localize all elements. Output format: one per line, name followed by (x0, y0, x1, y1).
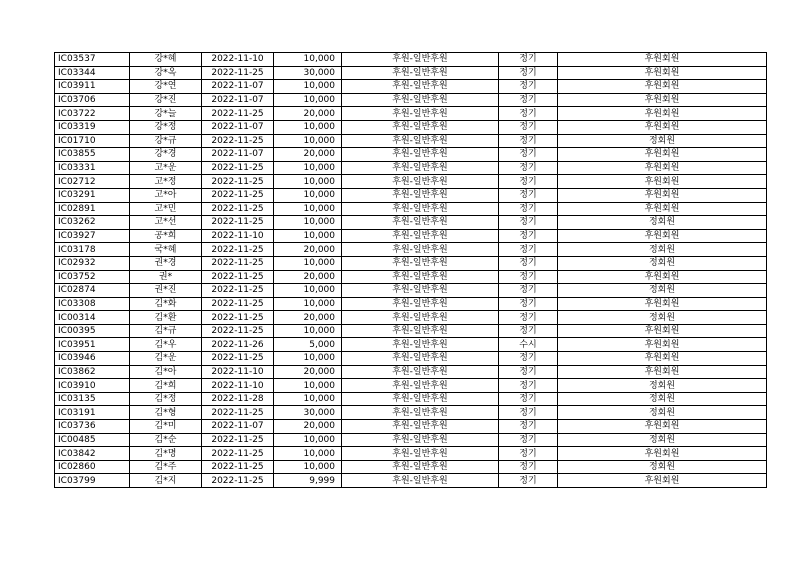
donor-id-cell: IC03706 (55, 93, 130, 107)
donor-id-cell: IC03927 (55, 229, 130, 243)
member-type-cell: 후원회원 (558, 161, 767, 175)
donor-name-cell: 김*정 (130, 392, 202, 406)
member-type-cell: 후원회원 (558, 229, 767, 243)
table-row (55, 338, 767, 352)
table-row (55, 297, 767, 311)
donor-name-cell: 김*형 (130, 406, 202, 420)
donor-id-cell: IC03537 (55, 53, 130, 67)
donation-amount-cell: 10,000 (274, 120, 342, 134)
donor-name-cell: 김*지 (130, 474, 202, 488)
donor-name-cell: 김*명 (130, 447, 202, 461)
donation-amount-cell: 5,000 (274, 338, 342, 352)
donation-type-cell: 후원-일반후원 (342, 474, 499, 488)
donation-type-cell: 후원-일반후원 (342, 406, 499, 420)
donation-date-cell: 2022-11-10 (202, 379, 274, 393)
donor-id-cell: IC03911 (55, 80, 130, 94)
donation-date-cell: 2022-11-07 (202, 148, 274, 162)
member-type-cell: 정회원 (558, 256, 767, 270)
donor-id-cell: IC02712 (55, 175, 130, 189)
table-row (55, 406, 767, 420)
member-type-cell: 후원회원 (558, 365, 767, 379)
donation-date-cell: 2022-11-25 (202, 460, 274, 474)
donation-type-cell: 후원-일반후원 (342, 270, 499, 284)
donor-name-cell: 고*운 (130, 161, 202, 175)
donation-cycle-cell: 정기 (499, 66, 558, 80)
table-row (55, 243, 767, 257)
donation-date-cell: 2022-11-07 (202, 80, 274, 94)
donor-id-cell: IC03910 (55, 379, 130, 393)
donation-date-cell: 2022-11-25 (202, 256, 274, 270)
donation-cycle-cell: 정기 (499, 392, 558, 406)
donation-date-cell: 2022-11-25 (202, 474, 274, 488)
donation-cycle-cell: 정기 (499, 420, 558, 434)
table-row (55, 175, 767, 189)
donor-name-cell: 고*정 (130, 175, 202, 189)
donor-name-cell: 김*운 (130, 352, 202, 366)
donation-type-cell: 후원-일반후원 (342, 392, 499, 406)
donor-id-cell: IC03752 (55, 270, 130, 284)
donation-type-cell: 후원-일반후원 (342, 338, 499, 352)
donor-name-cell: 강*정 (130, 120, 202, 134)
member-type-cell: 정회원 (558, 460, 767, 474)
donor-id-cell: IC03178 (55, 243, 130, 257)
donor-id-cell: IC02874 (55, 284, 130, 298)
donation-type-cell: 후원-일반후원 (342, 365, 499, 379)
table-row (55, 284, 767, 298)
member-type-cell: 정회원 (558, 406, 767, 420)
donation-date-cell: 2022-11-25 (202, 270, 274, 284)
donation-cycle-cell: 정기 (499, 229, 558, 243)
table-row (55, 53, 767, 67)
donor-name-cell: 국*혜 (130, 243, 202, 257)
donation-type-cell: 후원-일반후원 (342, 134, 499, 148)
member-type-cell: 후원회원 (558, 188, 767, 202)
table-row (55, 256, 767, 270)
donation-type-cell: 후원-일반후원 (342, 243, 499, 257)
donation-cycle-cell: 정기 (499, 352, 558, 366)
donation-type-cell: 후원-일반후원 (342, 420, 499, 434)
table-row (55, 229, 767, 243)
member-type-cell: 정회원 (558, 134, 767, 148)
donor-name-cell: 권*진 (130, 284, 202, 298)
donation-cycle-cell: 정기 (499, 433, 558, 447)
donation-type-cell: 후원-일반후원 (342, 80, 499, 94)
donation-cycle-cell: 정기 (499, 243, 558, 257)
donation-amount-cell: 10,000 (274, 175, 342, 189)
table-row (55, 216, 767, 230)
donor-id-cell: IC03862 (55, 365, 130, 379)
donation-amount-cell: 10,000 (274, 161, 342, 175)
donation-date-cell: 2022-11-07 (202, 420, 274, 434)
donation-type-cell: 후원-일반후원 (342, 66, 499, 80)
donor-id-cell: IC03946 (55, 352, 130, 366)
donation-date-cell: 2022-11-25 (202, 134, 274, 148)
donor-name-cell: 김*순 (130, 433, 202, 447)
donation-amount-cell: 10,000 (274, 93, 342, 107)
donation-type-cell: 후원-일반후원 (342, 216, 499, 230)
member-type-cell: 후원회원 (558, 352, 767, 366)
donation-amount-cell: 20,000 (274, 420, 342, 434)
donation-cycle-cell: 정기 (499, 297, 558, 311)
donation-amount-cell: 10,000 (274, 188, 342, 202)
member-type-cell: 정회원 (558, 433, 767, 447)
member-type-cell: 정회원 (558, 284, 767, 298)
donation-date-cell: 2022-11-25 (202, 406, 274, 420)
table-row (55, 379, 767, 393)
donor-id-cell: IC03308 (55, 297, 130, 311)
donor-name-cell: 강*경 (130, 148, 202, 162)
donation-amount-cell: 10,000 (274, 324, 342, 338)
donor-name-cell: 김*아 (130, 365, 202, 379)
table-row (55, 66, 767, 80)
member-type-cell: 후원회원 (558, 324, 767, 338)
member-type-cell: 정회원 (558, 311, 767, 325)
member-type-cell: 후원회원 (558, 202, 767, 216)
donor-name-cell: 김*주 (130, 460, 202, 474)
donation-cycle-cell: 정기 (499, 53, 558, 67)
member-type-cell: 후원회원 (558, 66, 767, 80)
donor-id-cell: IC03331 (55, 161, 130, 175)
donation-cycle-cell: 정기 (499, 460, 558, 474)
donation-amount-cell: 10,000 (274, 379, 342, 393)
member-type-cell: 후원회원 (558, 107, 767, 121)
donation-cycle-cell: 정기 (499, 447, 558, 461)
member-type-cell: 후원회원 (558, 53, 767, 67)
donation-date-cell: 2022-11-07 (202, 93, 274, 107)
table-row (55, 433, 767, 447)
donor-id-cell: IC00314 (55, 311, 130, 325)
donation-date-cell: 2022-11-25 (202, 324, 274, 338)
table-row (55, 311, 767, 325)
donation-type-cell: 후원-일반후원 (342, 352, 499, 366)
donation-amount-cell: 20,000 (274, 270, 342, 284)
donation-date-cell: 2022-11-10 (202, 365, 274, 379)
donation-cycle-cell: 정기 (499, 188, 558, 202)
donation-type-cell: 후원-일반후원 (342, 284, 499, 298)
donor-name-cell: 김*환 (130, 311, 202, 325)
donor-name-cell: 김*규 (130, 324, 202, 338)
donation-amount-cell: 10,000 (274, 80, 342, 94)
donation-amount-cell: 10,000 (274, 297, 342, 311)
donation-type-cell: 후원-일반후원 (342, 256, 499, 270)
donor-name-cell: 강*진 (130, 93, 202, 107)
donor-name-cell: 강*옥 (130, 66, 202, 80)
donor-id-cell: IC02860 (55, 460, 130, 474)
member-type-cell: 후원회원 (558, 338, 767, 352)
table-row (55, 107, 767, 121)
donation-cycle-cell: 정기 (499, 256, 558, 270)
donation-date-cell: 2022-11-25 (202, 107, 274, 121)
donation-type-cell: 후원-일반후원 (342, 93, 499, 107)
donation-type-cell: 후원-일반후원 (342, 229, 499, 243)
donation-cycle-cell: 정기 (499, 134, 558, 148)
donation-type-cell: 후원-일반후원 (342, 107, 499, 121)
donation-type-cell: 후원-일반후원 (342, 379, 499, 393)
donation-date-cell: 2022-11-25 (202, 188, 274, 202)
donation-table (54, 52, 767, 488)
donation-cycle-cell: 정기 (499, 406, 558, 420)
donation-cycle-cell: 정기 (499, 365, 558, 379)
donation-date-cell: 2022-11-25 (202, 243, 274, 257)
table-body (55, 53, 767, 488)
table-row (55, 80, 767, 94)
donor-name-cell: 김*미 (130, 420, 202, 434)
donor-id-cell: IC03842 (55, 447, 130, 461)
donor-id-cell: IC03291 (55, 188, 130, 202)
donation-cycle-cell: 수시 (499, 338, 558, 352)
donation-amount-cell: 10,000 (274, 229, 342, 243)
table-row (55, 420, 767, 434)
donation-type-cell: 후원-일반후원 (342, 202, 499, 216)
donation-cycle-cell: 정기 (499, 120, 558, 134)
donation-type-cell: 후원-일반후원 (342, 311, 499, 325)
donation-date-cell: 2022-11-25 (202, 352, 274, 366)
donation-amount-cell: 10,000 (274, 352, 342, 366)
donation-cycle-cell: 정기 (499, 311, 558, 325)
table-row (55, 474, 767, 488)
donation-date-cell: 2022-11-07 (202, 120, 274, 134)
donation-date-cell: 2022-11-25 (202, 447, 274, 461)
donation-cycle-cell: 정기 (499, 161, 558, 175)
donor-id-cell: IC02932 (55, 256, 130, 270)
donation-type-cell: 후원-일반후원 (342, 460, 499, 474)
donor-name-cell: 고*민 (130, 202, 202, 216)
donation-type-cell: 후원-일반후원 (342, 120, 499, 134)
donation-type-cell: 후원-일반후원 (342, 188, 499, 202)
donor-name-cell: 강*혜 (130, 53, 202, 67)
table-row (55, 120, 767, 134)
donor-id-cell: IC03319 (55, 120, 130, 134)
member-type-cell: 정회원 (558, 392, 767, 406)
donor-id-cell: IC03855 (55, 148, 130, 162)
donation-type-cell: 후원-일반후원 (342, 53, 499, 67)
donation-date-cell: 2022-11-25 (202, 311, 274, 325)
donation-date-cell: 2022-11-25 (202, 284, 274, 298)
member-type-cell: 후원회원 (558, 93, 767, 107)
donor-name-cell: 강*규 (130, 134, 202, 148)
donation-date-cell: 2022-11-10 (202, 229, 274, 243)
donation-cycle-cell: 정기 (499, 270, 558, 284)
donor-id-cell: IC03951 (55, 338, 130, 352)
donor-id-cell: IC03736 (55, 420, 130, 434)
table-row (55, 270, 767, 284)
donor-id-cell: IC00395 (55, 324, 130, 338)
member-type-cell: 정회원 (558, 243, 767, 257)
member-type-cell: 후원회원 (558, 474, 767, 488)
donation-amount-cell: 20,000 (274, 148, 342, 162)
donation-date-cell: 2022-11-25 (202, 66, 274, 80)
table-row (55, 460, 767, 474)
donation-amount-cell: 10,000 (274, 392, 342, 406)
table-row (55, 352, 767, 366)
donation-date-cell: 2022-11-10 (202, 53, 274, 67)
member-type-cell: 후원회원 (558, 120, 767, 134)
donor-name-cell: 권* (130, 270, 202, 284)
donation-amount-cell: 10,000 (274, 447, 342, 461)
donation-cycle-cell: 정기 (499, 175, 558, 189)
donor-id-cell: IC01710 (55, 134, 130, 148)
table-row (55, 161, 767, 175)
donor-id-cell: IC03135 (55, 392, 130, 406)
donation-amount-cell: 10,000 (274, 284, 342, 298)
donation-amount-cell: 10,000 (274, 256, 342, 270)
donation-amount-cell: 10,000 (274, 460, 342, 474)
donor-id-cell: IC00485 (55, 433, 130, 447)
donation-type-cell: 후원-일반후원 (342, 447, 499, 461)
donation-amount-cell: 9,999 (274, 474, 342, 488)
donation-amount-cell: 30,000 (274, 66, 342, 80)
donation-cycle-cell: 정기 (499, 107, 558, 121)
donor-id-cell: IC03799 (55, 474, 130, 488)
donation-amount-cell: 10,000 (274, 134, 342, 148)
donation-amount-cell: 10,000 (274, 433, 342, 447)
donation-date-cell: 2022-11-26 (202, 338, 274, 352)
table-row (55, 447, 767, 461)
donation-amount-cell: 10,000 (274, 53, 342, 67)
table-row (55, 134, 767, 148)
donor-name-cell: 김*화 (130, 297, 202, 311)
donation-date-cell: 2022-11-25 (202, 216, 274, 230)
donor-name-cell: 권*경 (130, 256, 202, 270)
donation-date-cell: 2022-11-25 (202, 202, 274, 216)
donor-name-cell: 공*희 (130, 229, 202, 243)
member-type-cell: 후원회원 (558, 175, 767, 189)
member-type-cell: 후원회원 (558, 148, 767, 162)
table-row (55, 148, 767, 162)
table-row (55, 188, 767, 202)
donation-date-cell: 2022-11-25 (202, 297, 274, 311)
donor-name-cell: 고*선 (130, 216, 202, 230)
table-row (55, 202, 767, 216)
member-type-cell: 후원회원 (558, 80, 767, 94)
donor-name-cell: 강*늘 (130, 107, 202, 121)
donation-type-cell: 후원-일반후원 (342, 161, 499, 175)
member-type-cell: 후원회원 (558, 270, 767, 284)
table-row (55, 365, 767, 379)
donation-amount-cell: 10,000 (274, 216, 342, 230)
donation-amount-cell: 20,000 (274, 365, 342, 379)
table-row (55, 392, 767, 406)
donation-date-cell: 2022-11-28 (202, 392, 274, 406)
donation-type-cell: 후원-일반후원 (342, 324, 499, 338)
donation-cycle-cell: 정기 (499, 216, 558, 230)
donation-cycle-cell: 정기 (499, 202, 558, 216)
donor-name-cell: 고*아 (130, 188, 202, 202)
donation-cycle-cell: 정기 (499, 148, 558, 162)
donation-date-cell: 2022-11-25 (202, 175, 274, 189)
table-row (55, 93, 767, 107)
donation-amount-cell: 20,000 (274, 311, 342, 325)
donor-id-cell: IC02891 (55, 202, 130, 216)
donation-cycle-cell: 정기 (499, 284, 558, 298)
donation-cycle-cell: 정기 (499, 324, 558, 338)
donation-type-cell: 후원-일반후원 (342, 297, 499, 311)
donor-name-cell: 김*우 (130, 338, 202, 352)
donation-cycle-cell: 정기 (499, 93, 558, 107)
donor-name-cell: 김*희 (130, 379, 202, 393)
table-row (55, 324, 767, 338)
donation-type-cell: 후원-일반후원 (342, 433, 499, 447)
donation-amount-cell: 30,000 (274, 406, 342, 420)
donation-amount-cell: 10,000 (274, 202, 342, 216)
donation-type-cell: 후원-일반후원 (342, 175, 499, 189)
donor-id-cell: IC03262 (55, 216, 130, 230)
donor-id-cell: IC03344 (55, 66, 130, 80)
donation-amount-cell: 20,000 (274, 107, 342, 121)
member-type-cell: 후원회원 (558, 297, 767, 311)
member-type-cell: 정회원 (558, 216, 767, 230)
donor-id-cell: IC03191 (55, 406, 130, 420)
donation-cycle-cell: 정기 (499, 80, 558, 94)
member-type-cell: 후원회원 (558, 447, 767, 461)
donation-date-cell: 2022-11-25 (202, 433, 274, 447)
donor-name-cell: 강*연 (130, 80, 202, 94)
donation-cycle-cell: 정기 (499, 379, 558, 393)
donation-cycle-cell: 정기 (499, 474, 558, 488)
donor-id-cell: IC03722 (55, 107, 130, 121)
donation-date-cell: 2022-11-25 (202, 161, 274, 175)
member-type-cell: 후원회원 (558, 420, 767, 434)
member-type-cell: 정회원 (558, 379, 767, 393)
donation-type-cell: 후원-일반후원 (342, 148, 499, 162)
donation-amount-cell: 20,000 (274, 243, 342, 257)
